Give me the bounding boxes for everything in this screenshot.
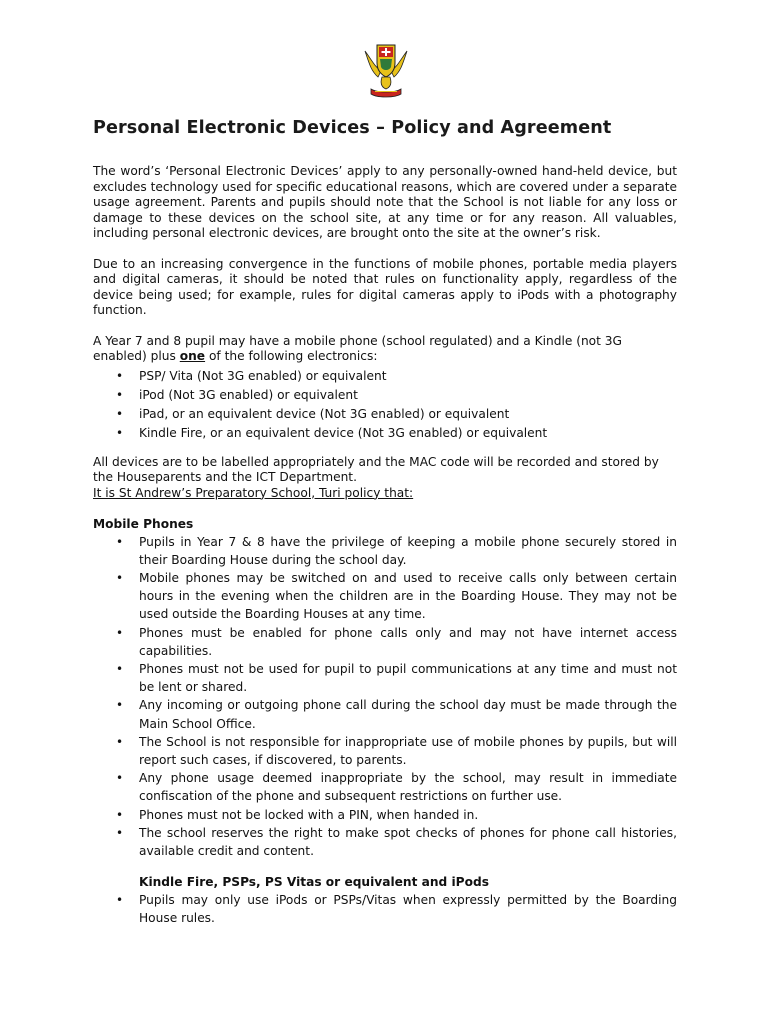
list-item: • Any incoming or outgoing phone call during the school day must be made through the Main School Office.	[93, 696, 677, 732]
school-crest-logo	[363, 41, 409, 99]
mobile-rules-list	[93, 533, 677, 861]
list-item: • Pupils may only use iPods or PSPs/Vitas when expressly permitted by the Boarding House rules.	[93, 891, 677, 927]
list-item: • The School is not responsible for inappropriate use of mobile phones by pupils, but will report such cases, if discovered, to parents.	[93, 733, 677, 769]
device-options-list	[93, 367, 677, 443]
kindle-rules-list	[93, 891, 677, 927]
convergence-paragraph: Due to an increasing convergence in the functions of mobile phones, portable media players and digital cameras, it should be noted that rules on functionality apply, regardless of the device being used; for example, rules for digital cameras apply to iPods with a photography function.	[93, 256, 677, 317]
list-item: • Phones must be enabled for phone calls only and may not have internet access capabilities.	[93, 624, 677, 660]
labelling-paragraph: All devices are to be labelled appropriately and the MAC code will be recorded and stored by the Houseparents and the ICT Department.	[93, 454, 659, 484]
list-item: • Phones must not be locked with a PIN, when handed in.	[93, 806, 677, 824]
allowance-paragraph	[93, 334, 677, 365]
list-item: • Kindle Fire, or an equivalent device (Not 3G enabled) or equivalent	[93, 424, 677, 443]
list-item: • Any phone usage deemed inappropriate by the school, may result in immediate confiscation of the phone and subsequent restrictions on further use.	[93, 769, 677, 805]
allowance-suffix: of the following electronics:	[205, 349, 378, 363]
list-item: • iPad, or an equivalent device (Not 3G enabled) or equivalent	[93, 405, 677, 424]
allowance-prefix: A Year 7 and 8 pupil may have a mobile phone (school regulated) and a Kindle (not 3G enabled) plus	[93, 333, 622, 363]
document-body	[93, 116, 677, 928]
section-heading-mobile-phones: Mobile Phones	[93, 517, 194, 531]
list-item: • iPod (Not 3G enabled) or equivalent	[93, 386, 677, 405]
list-item: • Mobile phones may be switched on and used to receive calls only between certain hours in the evening when the children are in the Boarding House. They may not be used outside the Boarding Houses at any time.	[93, 569, 677, 624]
policy-statement: It is St Andrew’s Preparatory School, Turi policy that:	[93, 485, 414, 500]
list-item: • PSP/ Vita (Not 3G enabled) or equivalent	[93, 367, 677, 386]
list-item: • Phones must not be used for pupil to pupil communications at any time and must not be lent or shared.	[93, 660, 677, 696]
page-title: Personal Electronic Devices – Policy and Agreement	[93, 118, 612, 138]
section-heading-kindle: Kindle Fire, PSPs, PS Vitas or equivalent and iPods	[139, 875, 489, 890]
intro-paragraph: The word’s ‘Personal Electronic Devices’ apply to any personally-owned hand-held device, but excludes technology used for specific educational reasons, which are covered under a separate usage agreement. Parents and pupils should note that the School is not liable for any loss or damage to these devices on the school site, at any time or for any reason. All valuables, including personal electronic devices, are brought onto the site at the owner’s risk.	[93, 164, 677, 240]
list-item: • The school reserves the right to make spot checks of phones for phone call histories, available credit and content.	[93, 824, 677, 860]
list-item: • Pupils in Year 7 & 8 have the privilege of keeping a mobile phone securely stored in their Boarding House during the school day.	[93, 533, 677, 569]
allowance-emphasis: one	[179, 349, 206, 363]
